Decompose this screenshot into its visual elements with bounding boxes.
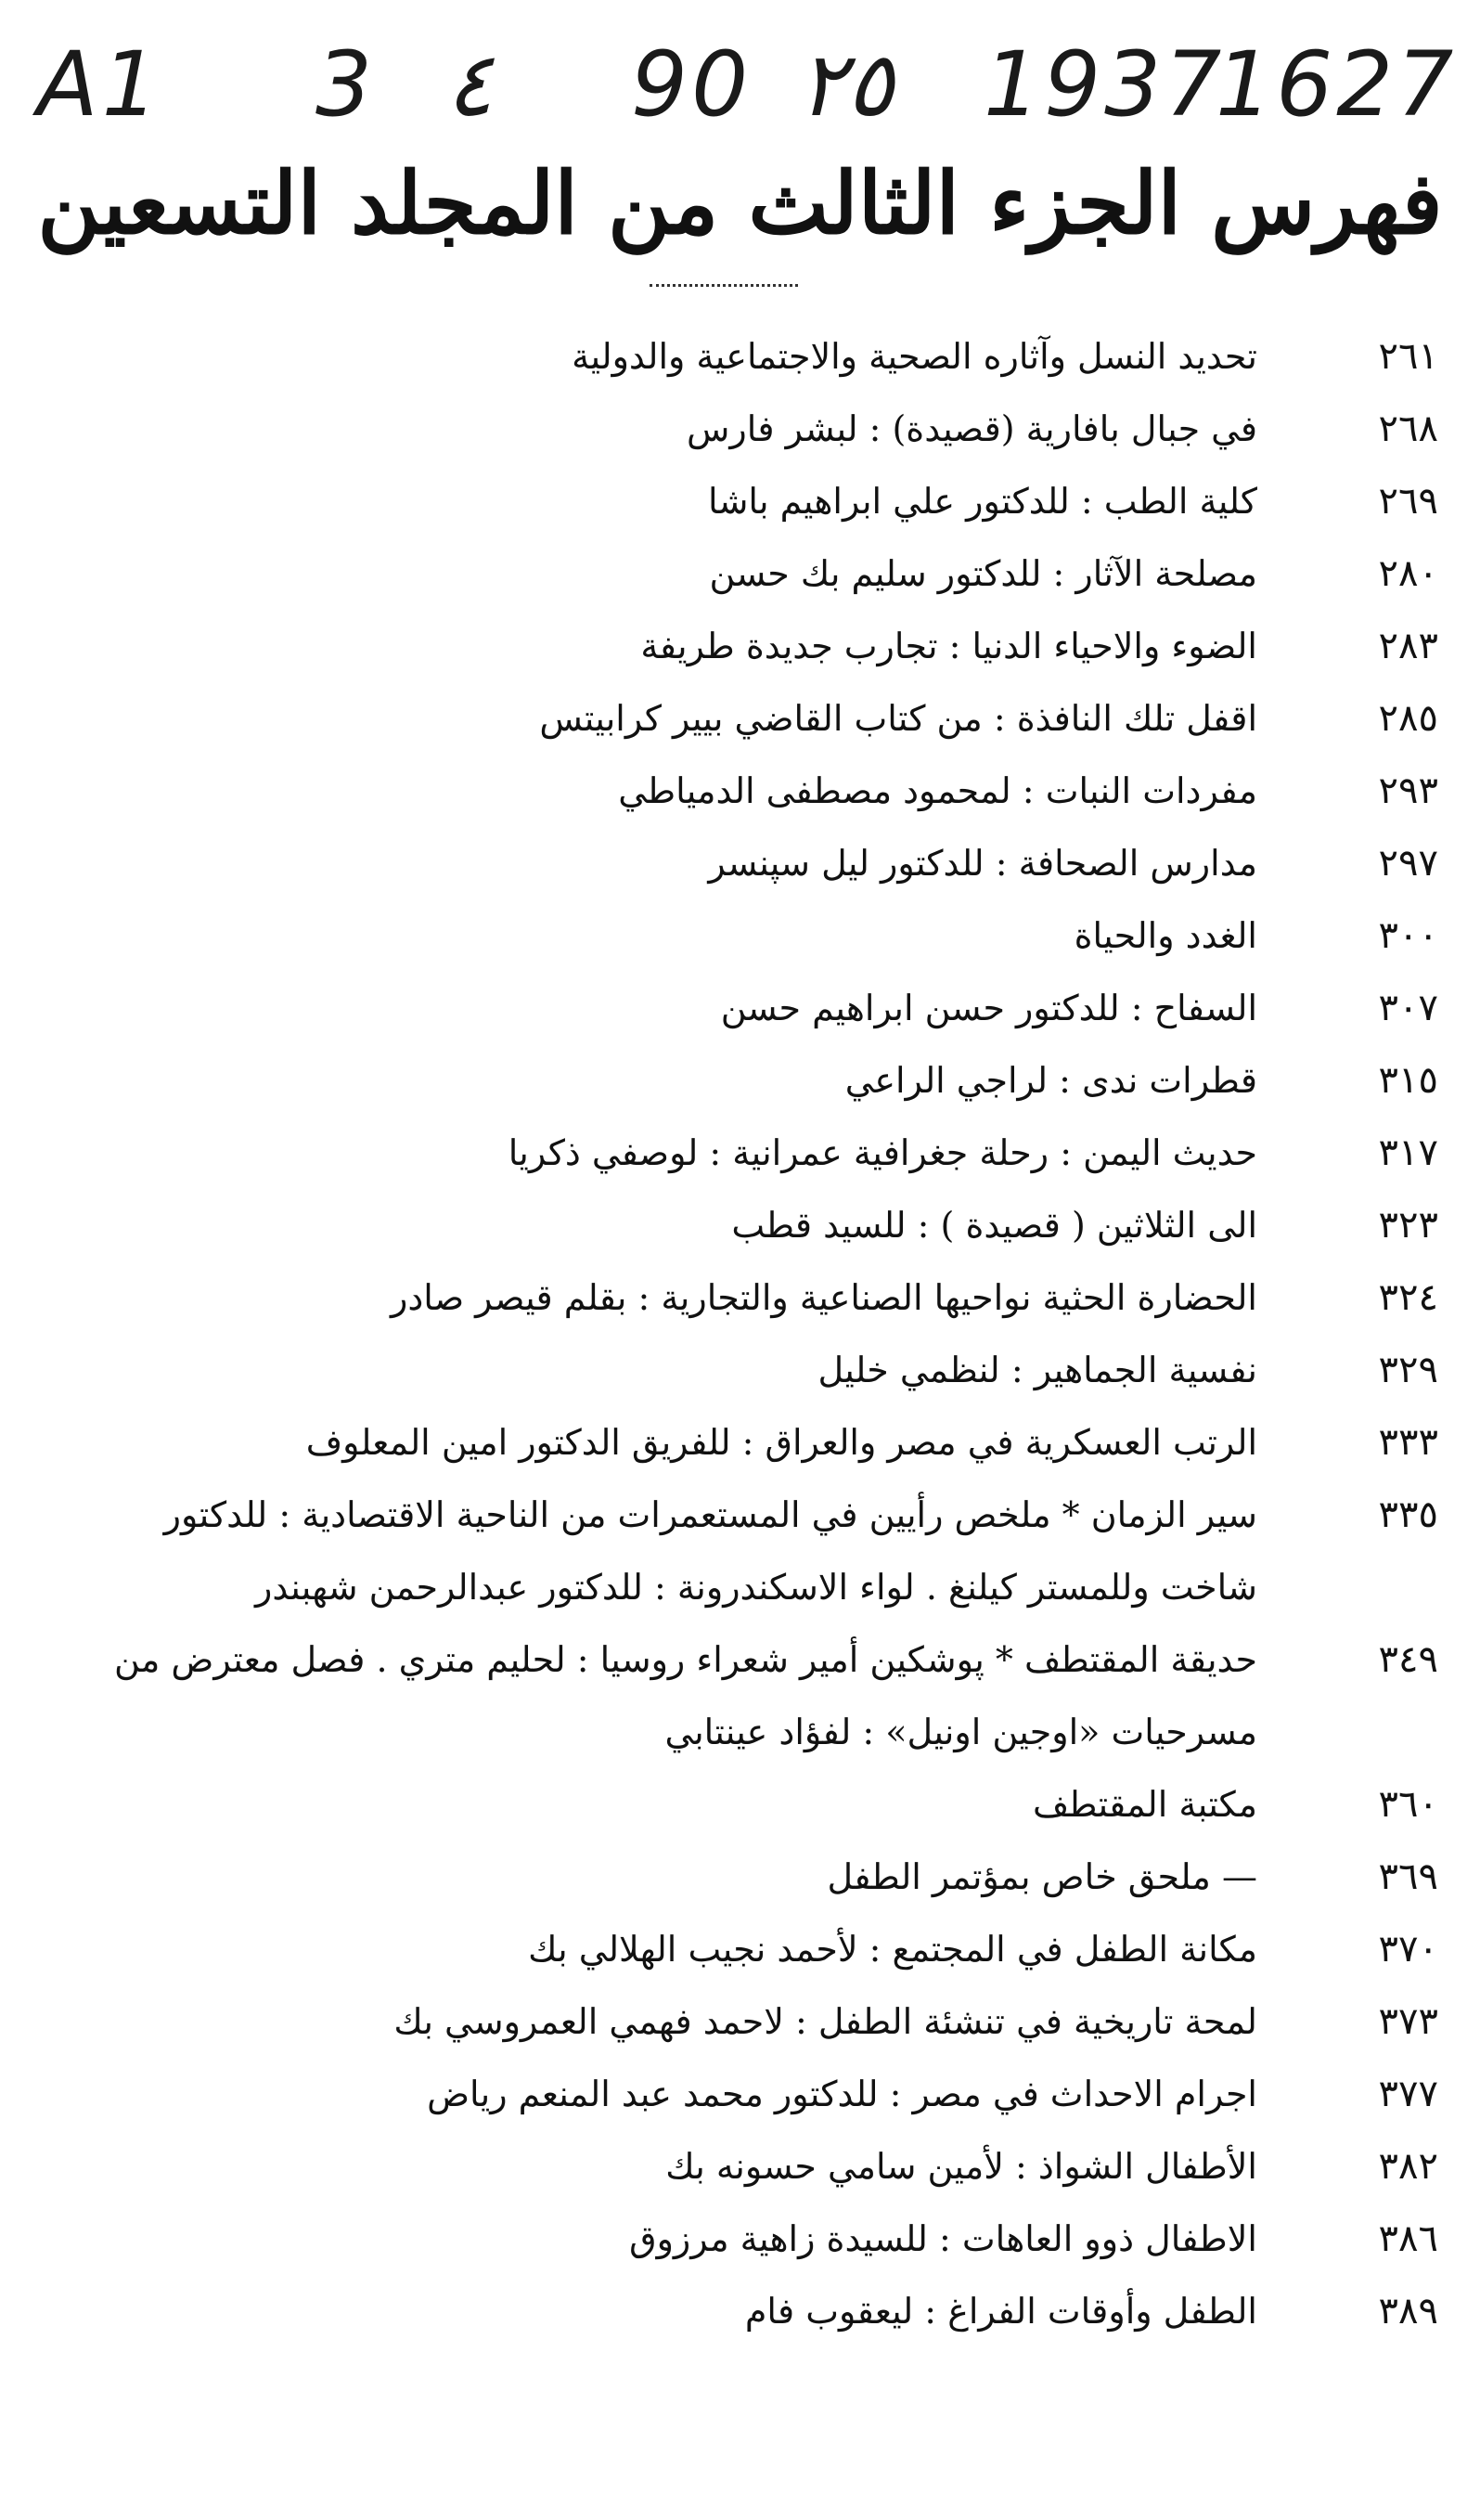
toc-page-number: ٣٠٠ [1378, 914, 1438, 957]
toc-entry-title: سير الزمان * ملخص رأيين في المستعمرات من الناحية الاقتصادية : للدكتور [163, 1494, 1257, 1535]
toc-entry [37, 320, 1438, 393]
toc-entry-title: حديقة المقتطف * پوشكين أمير شعراء روسيا : لحليم متري . فصل معترض من [114, 1639, 1257, 1680]
toc-entry-title: — ملحق خاص بمؤتمر الطفل [827, 1856, 1257, 1897]
toc-page-number: ٣٤٩ [1378, 1638, 1438, 1681]
toc-entry-title: الأطفال الشواذ : لأمين سامي حسونه بك [665, 2146, 1257, 2187]
toc-entry-title: مكتبة المقتطف [1032, 1784, 1257, 1825]
toc-entry [37, 1044, 1438, 1117]
toc-entry [37, 1261, 1438, 1334]
toc-page-number: ٣٨٩ [1378, 2290, 1438, 2333]
toc-page-number: ٣٨٢ [1378, 2145, 1438, 2188]
toc-entry-title: في جبال بافارية (قصيدة) : لبشر فارس [687, 408, 1257, 449]
toc-entry-title: الى الثلاثين ( قصيدة ) : للسيد قطب [731, 1205, 1257, 1246]
toc-entry [37, 2058, 1438, 2130]
toc-page-number: ٣٠٧ [1378, 987, 1438, 1029]
toc-page-number: ٢٨٠ [1378, 552, 1438, 595]
title-divider [650, 284, 798, 287]
toc-entry [37, 2275, 1438, 2347]
toc-entry-title: اقفل تلك النافذة : من كتاب القاضي بيير كرابيتس [539, 698, 1257, 739]
toc-entry-title: الرتب العسكرية في مصر والعراق : للفريق الدكتور امين المعلوف [305, 1422, 1257, 1463]
toc-entry-title: قطرات ندى : لراجي الراعي [844, 1060, 1257, 1101]
toc-page-number: ٣٧٣ [1378, 2000, 1438, 2043]
toc-page-number: ٢٨٣ [1378, 625, 1438, 667]
toc-page-number: ٣٢٤ [1378, 1276, 1438, 1319]
toc-page-number: ٢٦٨ [1378, 407, 1438, 450]
handwritten-note-2: 3 [315, 32, 377, 136]
toc-entry-title: نفسية الجماهير : لنظمي خليل [817, 1350, 1257, 1390]
toc-page-number: ٣٦٩ [1378, 1855, 1438, 1898]
toc-entry [37, 827, 1438, 899]
toc-entry-title: مصلحة الآثار : للدكتور سليم بك حسن [709, 553, 1257, 594]
handwritten-note-3: ٤ [445, 32, 494, 136]
toc-page-number: ٢٩٣ [1378, 769, 1438, 812]
toc-entry [37, 1117, 1438, 1189]
toc-entry [37, 1913, 1438, 1985]
handwritten-note-7: 1627 [1216, 32, 1458, 136]
toc-entry-title: السفاح : للدكتور حسن ابراهيم حسن [720, 988, 1257, 1028]
toc-entry [37, 610, 1438, 682]
handwritten-note-4: 90 [631, 32, 753, 136]
toc-page-number: ٣١٥ [1378, 1059, 1438, 1102]
toc-page-number: ٢٨٥ [1378, 697, 1438, 740]
toc-entry-title: لمحة تاريخية في تنشئة الطفل : لاحمد فهمي العمروسي بك [393, 2001, 1257, 2042]
toc-page-number: ٢٩٧ [1378, 842, 1438, 885]
toc-page-number: ٢٦٩ [1378, 480, 1438, 523]
toc-page-number: ٣٣٥ [1378, 1493, 1438, 1536]
page-title: فهرس الجزء الثالث من المجلد التسعين [37, 153, 1443, 253]
toc-entry-title: الحضارة الحثية نواحيها الصناعية والتجارية : بقلم قيصر صادر [390, 1277, 1257, 1318]
handwritten-note-1: A1 [37, 32, 162, 136]
toc-entry-title: مفردات النبات : لمحمود مصطفى الدمياطي [618, 770, 1257, 811]
toc-entry [37, 1334, 1438, 1406]
handwritten-annotations [37, 14, 1458, 144]
toc-page-number: ٣٢٣ [1378, 1204, 1438, 1247]
toc-page-number: ٣٣٣ [1378, 1421, 1438, 1464]
toc-entry-title: الطفل وأوقات الفراغ : ليعقوب فام [744, 2291, 1257, 2332]
toc-entry-title: الاطفال ذوو العاهات : للسيدة زاهية مرزوق [629, 2218, 1257, 2259]
toc-entry-title: حديث اليمن : رحلة جغرافية عمرانية : لوصفي ذكريا [508, 1132, 1257, 1173]
toc-entry-title: الغدد والحياة [1074, 915, 1257, 956]
toc-entry [37, 393, 1438, 465]
toc-entry [37, 1985, 1438, 2058]
toc-entry [37, 1841, 1438, 1913]
toc-entry-title: اجرام الاحداث في مصر : للدكتور محمد عبد المنعم رياض [427, 2074, 1257, 2114]
table-of-contents [37, 320, 1438, 2347]
toc-entry [37, 1406, 1438, 1479]
toc-entry-title: الضوء والاحياء الدنيا : تجارب جديدة طريفة [640, 626, 1257, 666]
toc-page-number: ٣١٧ [1378, 1131, 1438, 1174]
toc-page-number: ٣٨٦ [1378, 2217, 1438, 2260]
toc-entry [37, 465, 1438, 537]
toc-page-number: ٣٦٠ [1378, 1783, 1438, 1826]
toc-entry [37, 755, 1438, 827]
toc-page-number: ٣٢٩ [1378, 1349, 1438, 1391]
toc-entry-title: مكانة الطفل في المجتمع : لأحمد نجيب الهلالي بك [528, 1929, 1257, 1970]
toc-entry [37, 2130, 1438, 2203]
toc-entry-title: كلية الطب : للدكتور علي ابراهيم باشا [707, 481, 1257, 522]
handwritten-note-6: 1937 [984, 32, 1226, 136]
toc-page-number: ٣٧٠ [1378, 1928, 1438, 1971]
handwritten-note-5: ٢٥ [798, 32, 894, 136]
toc-entry [37, 972, 1438, 1044]
toc-entry [37, 537, 1438, 610]
toc-entry-continuation: شاخت وللمستر كيلنغ . لواء الاسكندرونة : للدكتور عبدالرحمن شهبندر [254, 1567, 1257, 1608]
toc-entry [37, 1768, 1438, 1841]
toc-entry [37, 682, 1438, 755]
toc-page-number: ٢٦١ [1378, 335, 1438, 378]
toc-entry [37, 1623, 1438, 1768]
toc-entry [37, 899, 1438, 972]
toc-page-number: ٣٧٧ [1378, 2073, 1438, 2115]
toc-entry [37, 1189, 1438, 1261]
toc-entry-title: مدارس الصحافة : للدكتور ليل سپنسر [708, 843, 1257, 884]
toc-entry [37, 1479, 1438, 1623]
toc-entry [37, 2203, 1438, 2275]
toc-entry-continuation: مسرحيات «اوجين اونيل» : لفؤاد عينتابي [664, 1712, 1257, 1752]
toc-entry-title: تحديد النسل وآثاره الصحية والاجتماعية والدولية [572, 336, 1257, 377]
